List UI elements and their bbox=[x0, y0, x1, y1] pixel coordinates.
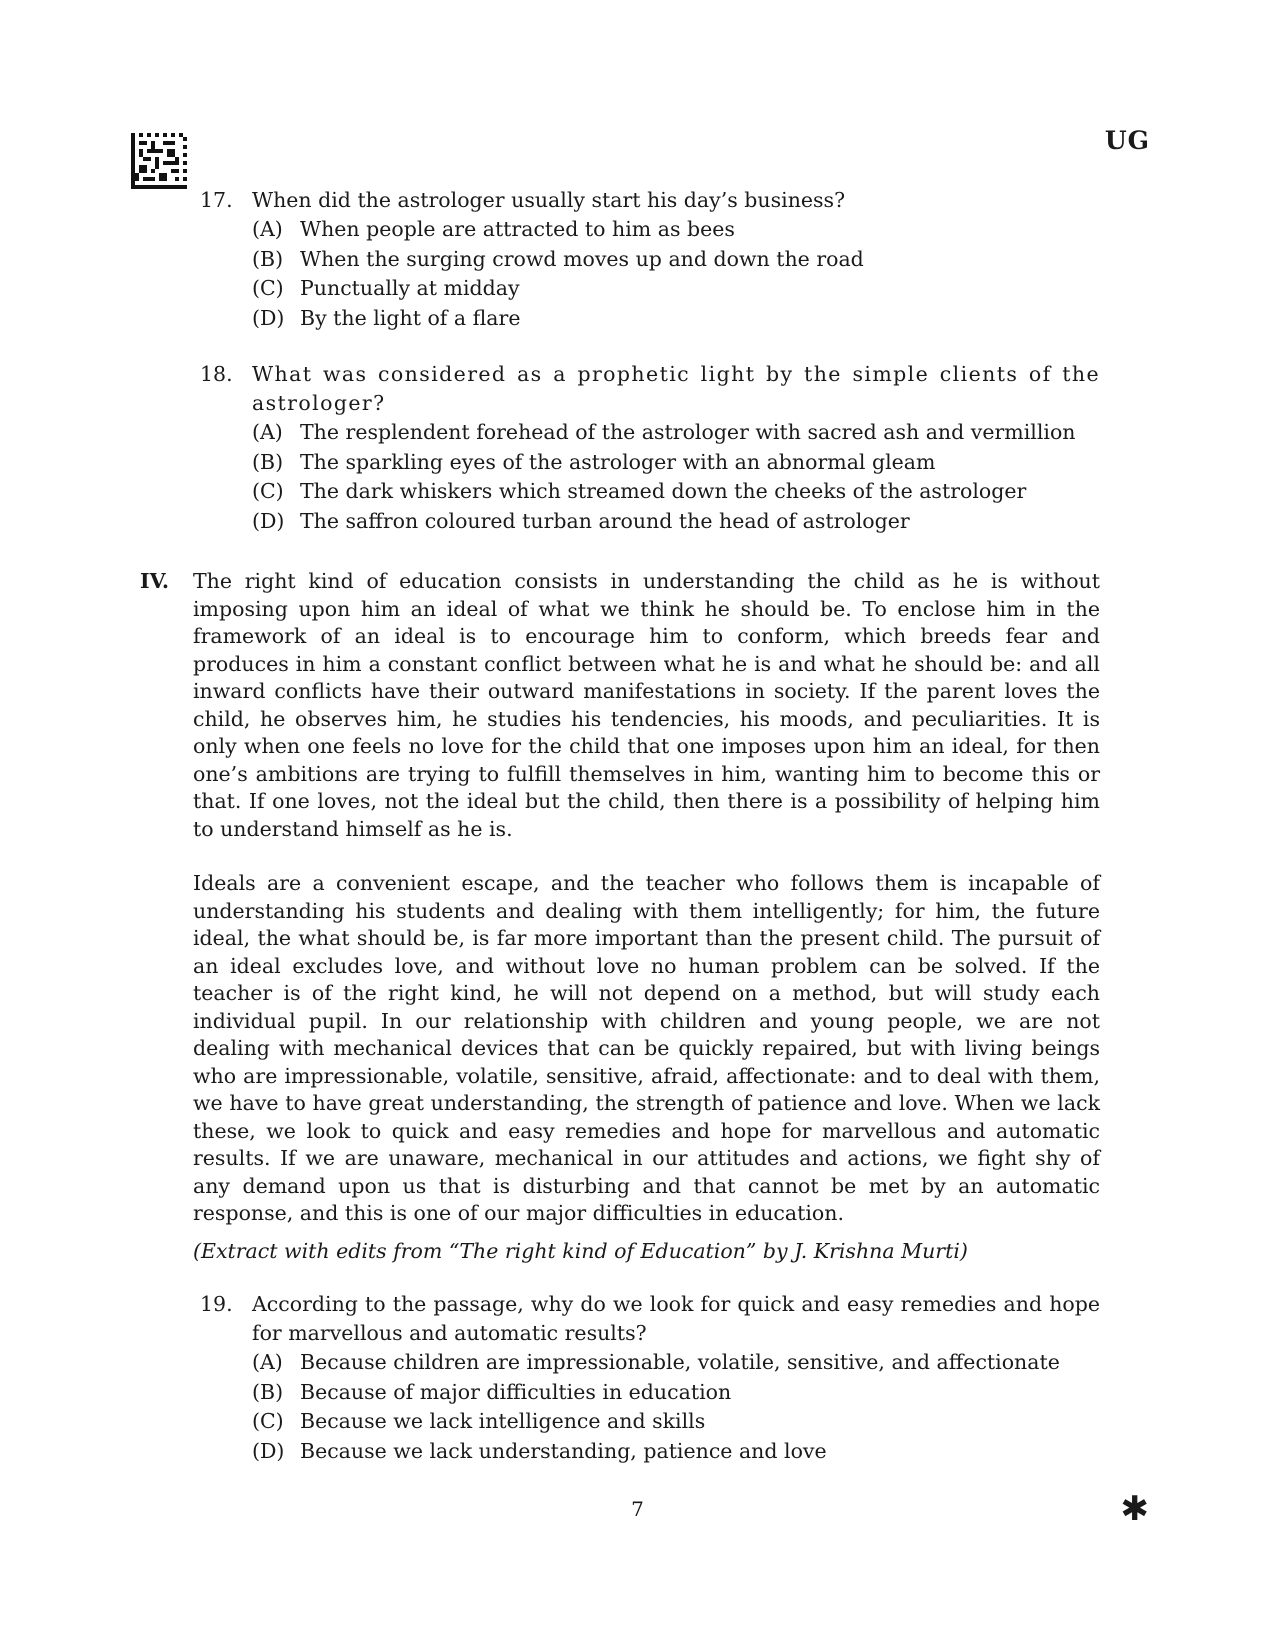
option-label: (B) bbox=[252, 449, 284, 474]
option-label: (A) bbox=[252, 217, 283, 241]
option-c bbox=[252, 477, 1100, 507]
option-label: (D) bbox=[252, 508, 285, 533]
question-19 bbox=[200, 1290, 1100, 1466]
option-text: When the surging crowd moves up and down the road bbox=[300, 246, 864, 271]
option-text: Because children are impressionable, volatile, sensitive, and affectionate bbox=[300, 1350, 1060, 1374]
option-label: (C) bbox=[252, 479, 284, 503]
passage-paragraph-2: Ideals are a convenient escape, and the teacher who follows them is incapable of understanding his students and dealing with them intelligently; for him, the future ideal, the what should be, is far more important than the present child. The pursuit of an ideal excludes love, and without love no human problem can be solved. If the teacher is of the right kind, he will not depend on a method, but will study each individual pupil. In our relationship with children and young people, we are not dealing with mechanical devices that can be quickly repaired, but with living beings who are impressionable, volatile, sensitive, afraid, affectionate: and to deal with them, we have to have great understanding, the strength of patience and love. When we lack these, we look to quick and easy remedies and hope for marvellous and automatic results. If we are unaware, mechanical in our attitudes and actions, we fight shy of any demand upon us that is disturbing and that cannot be met by an automatic response, and this is one of our major difficulties in education. bbox=[193, 871, 1100, 1225]
asterisk-icon: ✱ bbox=[1120, 1489, 1149, 1529]
question-number: 19. bbox=[200, 1292, 233, 1316]
option-a bbox=[252, 215, 1100, 245]
passage-section bbox=[140, 568, 1100, 1265]
option-text: Because we lack understanding, patience and love bbox=[300, 1438, 827, 1463]
option-text: Because of major difficulties in education bbox=[300, 1379, 732, 1404]
option-b bbox=[252, 448, 1100, 478]
option-label: (B) bbox=[252, 1379, 284, 1404]
option-c bbox=[252, 274, 1100, 304]
option-text: The dark whiskers which streamed down the cheeks of the astrologer bbox=[300, 479, 1027, 503]
option-label: (D) bbox=[252, 305, 285, 330]
question-text: What was considered as a prophetic light by the simple clients of the astrologer? bbox=[252, 362, 1100, 415]
option-b bbox=[252, 1378, 1100, 1408]
option-text: Punctually at midday bbox=[300, 276, 520, 300]
option-label: (D) bbox=[252, 1438, 285, 1463]
section-number: IV. bbox=[140, 569, 170, 593]
option-label: (C) bbox=[252, 1409, 284, 1433]
option-a bbox=[252, 418, 1100, 448]
exam-level-tag: UG bbox=[1104, 126, 1150, 155]
option-d bbox=[252, 304, 1100, 334]
question-text: According to the passage, why do we look for quick and easy remedies and hope for marvellous and automatic results? bbox=[252, 1292, 1100, 1345]
page-number: 7 bbox=[631, 1497, 644, 1521]
option-label: (A) bbox=[252, 420, 283, 444]
option-text: Because we lack intelligence and skills bbox=[300, 1409, 706, 1433]
option-text: The sparkling eyes of the astrologer with an abnormal gleam bbox=[300, 449, 936, 474]
option-text: The resplendent forehead of the astrologer with sacred ash and vermillion bbox=[300, 420, 1076, 444]
option-text: The saffron coloured turban around the head of astrologer bbox=[300, 508, 910, 533]
option-c bbox=[252, 1407, 1100, 1437]
option-label: (B) bbox=[252, 246, 284, 271]
qr-code-icon bbox=[131, 133, 187, 189]
question-text: When did the astrologer usually start his day’s business? bbox=[252, 188, 846, 212]
passage-source: (Extract with edits from “The right kind of Education” by J. Krishna Murti) bbox=[193, 1238, 968, 1263]
option-a bbox=[252, 1348, 1100, 1378]
passage-paragraph-1: The right kind of education consists in understanding the child as he is without imposing upon him an ideal of what we think he should be. To enclose him in the framework of an ideal is to encourage him to conform, which breeds fear and produces in him a constant conflict between what he is and what he should be: and all inward conflicts have their outward manifestations in society. If the parent loves the child, he observes him, he studies his tendencies, his moods, and peculiarities. It is only when one feels no love for the child that one imposes upon him an ideal, for then one’s ambitions are trying to fulfill themselves in him, wanting him to become this or that. If one loves, not the ideal but the child, then there is a possibility of helping him to understand himself as he is. bbox=[193, 569, 1100, 841]
question-number: 17. bbox=[200, 188, 233, 212]
question-number: 18. bbox=[200, 362, 233, 386]
option-label: (A) bbox=[252, 1350, 283, 1374]
question-17 bbox=[200, 186, 1100, 333]
option-label: (C) bbox=[252, 276, 284, 300]
option-text: By the light of a flare bbox=[300, 305, 521, 330]
option-text: When people are attracted to him as bees bbox=[300, 217, 735, 241]
option-d bbox=[252, 507, 1100, 537]
question-18 bbox=[200, 360, 1100, 536]
option-d bbox=[252, 1437, 1100, 1467]
option-b bbox=[252, 245, 1100, 275]
